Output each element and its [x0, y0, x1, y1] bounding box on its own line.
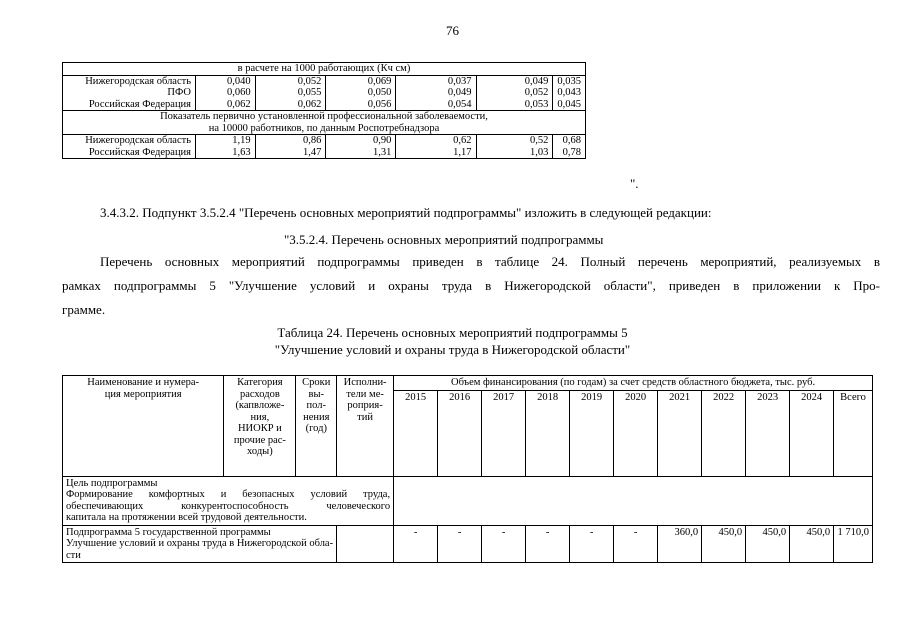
table1-cell: 0,062: [255, 99, 326, 111]
funding-value: -: [438, 525, 482, 563]
table1-header-2-line2: на 10000 работников, по данным Роспотребнадзора: [208, 122, 440, 134]
table1-cell: 0,056: [326, 99, 396, 111]
header-text: Наименование и нумера-: [87, 377, 200, 388]
header-text: Категория: [237, 377, 283, 388]
header-text: роприя-: [347, 400, 383, 411]
table1-cell: 0,045: [553, 99, 586, 111]
header-text: тели ме-: [346, 388, 384, 400]
goal-title: Цель подпрограммы: [66, 477, 158, 489]
header-expense-category: [224, 376, 296, 477]
subprogram-executors-cell: [337, 525, 394, 563]
header-text: НИОКР и: [237, 423, 282, 434]
table1-cell: 0,060: [196, 87, 256, 99]
paragraph-amendment: 3.4.3.2. Подпункт 3.5.2.4 "Перечень основных мероприятий подпрограммы" изложить в следующей редакции:: [100, 205, 712, 220]
header-activity-name: [63, 376, 224, 477]
table1-cell: 0,049: [396, 87, 476, 99]
table1-cell: 0,053: [476, 99, 553, 111]
table1-cell: 0,055: [255, 87, 326, 99]
paragraph-line-2: рамках подпрограммы 5 "Улучшение условий и охраны труда в Нижегородской области", приведен в приложении к Про-: [62, 278, 880, 293]
goal-text: Формирование комфортных и безопасных условий труда,: [66, 489, 391, 500]
funding-value: -: [394, 525, 438, 563]
header-text: пол-: [306, 400, 327, 411]
occupational-disease-table: [62, 62, 586, 159]
header-text: ходы): [247, 446, 273, 457]
table1-cell: 0,78: [553, 147, 586, 159]
funding-value: 360,0: [658, 525, 702, 563]
table1-cell: 0,035: [553, 75, 586, 87]
subprogram-text: сти: [66, 549, 81, 561]
table1-cell: 0,050: [326, 87, 396, 99]
table1-cell: 0,052: [476, 87, 553, 99]
table1-row-label: ПФО: [63, 87, 196, 99]
year-header: 2020: [614, 390, 658, 476]
table1-cell: 0,040: [196, 75, 256, 87]
funding-value: -: [482, 525, 526, 563]
table1-cell: 0,049: [476, 75, 553, 87]
table1-cell: 1,47: [255, 147, 326, 159]
year-header: 2021: [658, 390, 702, 476]
header-text: нения: [303, 411, 330, 423]
table1-cell: 0,037: [396, 75, 476, 87]
header-text: Сроки: [302, 377, 331, 388]
table1-cell: 1,03: [476, 147, 553, 159]
year-header: 2019: [570, 390, 614, 476]
header-text: (капвложе-: [235, 400, 285, 411]
header-text: вы-: [308, 388, 325, 400]
subprogram-cell: [63, 525, 337, 563]
table1-cell: 0,62: [396, 135, 476, 147]
year-header: 2022: [702, 390, 746, 476]
table1-cell: 1,19: [196, 135, 256, 147]
closing-quote: ".: [630, 176, 639, 191]
table1-cell: 0,043: [553, 87, 586, 99]
year-header: 2018: [526, 390, 570, 476]
table1-cell: 0,062: [196, 99, 256, 111]
year-header: 2015: [394, 390, 438, 476]
table1-cell: 1,17: [396, 147, 476, 159]
table1-cell: 1,63: [196, 147, 256, 159]
header-funding: Объем финансирования (по годам) за счет средств областного бюджета, тыс. руб.: [394, 376, 873, 391]
table1-cell: 0,052: [255, 75, 326, 87]
table1-header-2: [63, 111, 586, 135]
header-text: (год): [305, 423, 327, 434]
table1-row-label: Российская Федерация: [63, 147, 196, 159]
funding-value: -: [614, 525, 658, 563]
subprogram-text: Улучшение условий и охраны труда в Нижегородской обла-: [66, 538, 334, 549]
table-caption-line-2: "Улучшение условий и охраны труда в Нижегородской области": [274, 342, 631, 357]
activities-table: [62, 375, 873, 563]
header-text: расходов: [240, 388, 280, 400]
header-text: ния,: [250, 411, 270, 423]
year-header: 2024: [790, 390, 834, 476]
goal-empty-cell: [394, 476, 873, 525]
page-number: 76: [446, 23, 459, 38]
funding-total: 1 710,0: [834, 525, 873, 563]
table1-cell: 1,31: [326, 147, 396, 159]
year-header: 2017: [482, 390, 526, 476]
table1-cell: 0,52: [476, 135, 553, 147]
table1-row-label: Нижегородская область: [63, 75, 196, 87]
table1-row-label: Российская Федерация: [63, 99, 196, 111]
header-text: ция мероприятия: [104, 388, 182, 400]
funding-value: -: [570, 525, 614, 563]
header-text: прочие рас-: [233, 434, 286, 446]
year-header: 2016: [438, 390, 482, 476]
paragraph-line-1: Перечень основных мероприятий подпрограммы приведен в таблице 24. Полный перечень мероприятий, реализуемых в: [100, 254, 880, 269]
table1-header-2-line1: Показатель первично установленной профессиональной заболеваемости,: [160, 111, 488, 122]
table1-cell: 0,069: [326, 75, 396, 87]
funding-value: -: [526, 525, 570, 563]
goal-cell: [63, 476, 394, 525]
goal-text: капитала на протяжении всей трудовой деятельности.: [66, 512, 307, 523]
year-header: 2023: [746, 390, 790, 476]
header-term: [296, 376, 337, 477]
table1-header-1: в расчете на 1000 работающих (Кч см): [63, 63, 586, 76]
table1-row-label: Нижегородская область: [63, 135, 196, 147]
table-caption-line-1: Таблица 24. Перечень основных мероприятий подпрограммы 5: [277, 325, 628, 340]
funding-value: 450,0: [702, 525, 746, 563]
table1-cell: 0,86: [255, 135, 326, 147]
header-text: Исполни-: [343, 377, 387, 388]
header-executors: [337, 376, 394, 477]
header-text: тий: [357, 411, 373, 423]
table1-cell: 0,90: [326, 135, 396, 147]
paragraph-line-3: грамме.: [62, 302, 106, 317]
funding-value: 450,0: [746, 525, 790, 563]
table1-cell: 0,68: [553, 135, 586, 147]
goal-text: обеспечивающих конкурентоспособность человеческого: [66, 500, 391, 512]
subprogram-text: Подпрограмма 5 государственной программы: [66, 526, 271, 538]
total-header: Всего: [834, 390, 873, 476]
funding-value: 450,0: [790, 525, 834, 563]
section-heading: "3.5.2.4. Перечень основных мероприятий подпрограммы: [284, 232, 604, 247]
table1-cell: 0,054: [396, 99, 476, 111]
